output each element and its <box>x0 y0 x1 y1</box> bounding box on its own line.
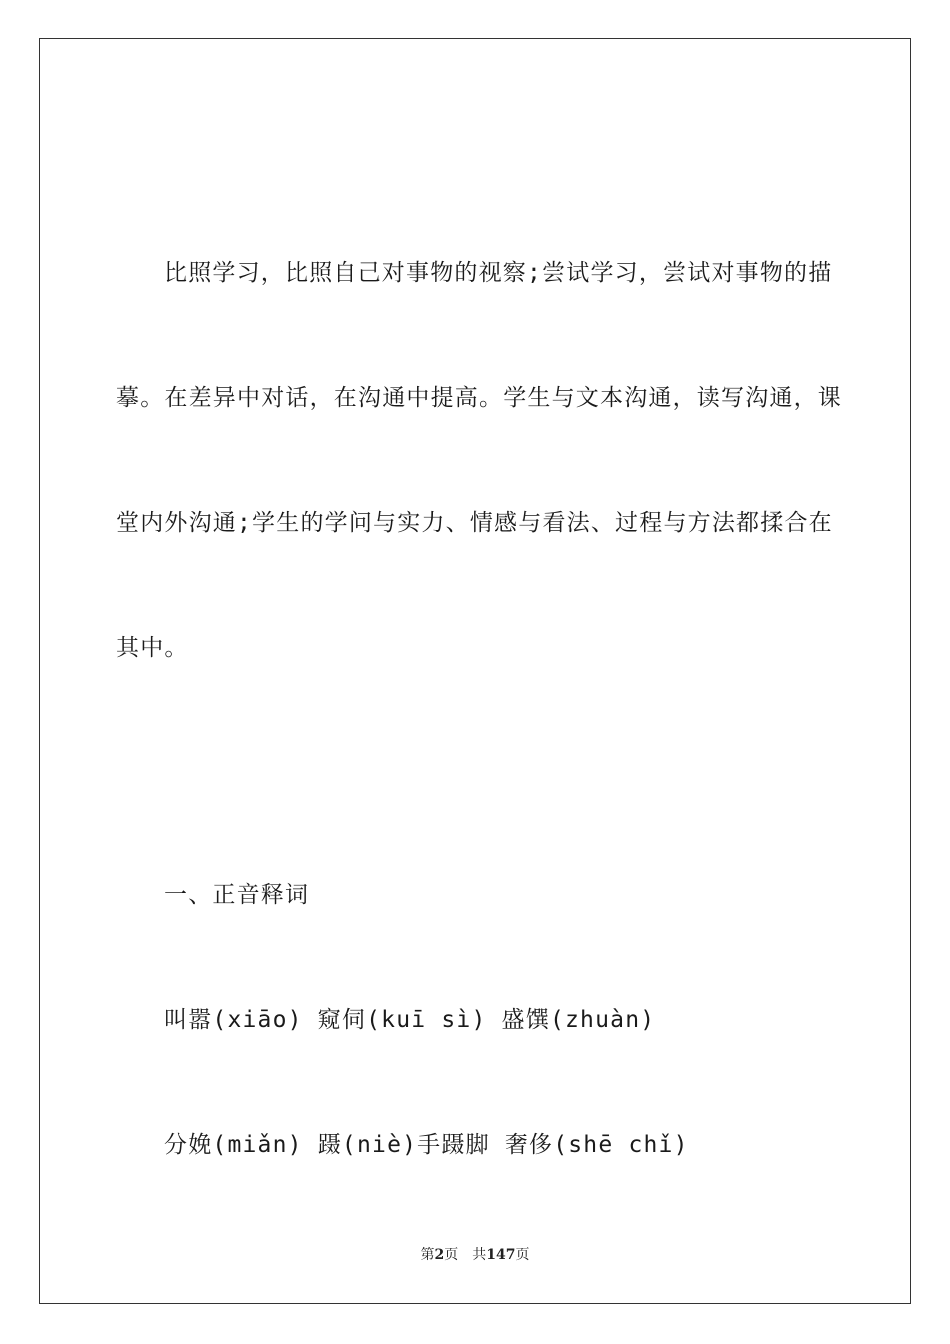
paragraph-line-1: 比照学习，比照自己对事物的视察;尝试学习，尝试对事物的描 <box>164 260 833 286</box>
page-footer <box>0 1245 950 1265</box>
paragraph-line-3: 堂内外沟通;学生的学问与实力、情感与看法、过程与方法都揉合在 <box>116 510 833 536</box>
footer-total-unit: 页 <box>515 1247 530 1263</box>
paragraph-line-2: 摹。在差异中对话，在沟通中提高。学生与文本沟通，读写沟通，课 <box>116 385 842 411</box>
vocab-line-2: 分娩(miǎn) 蹑(niè)手蹑脚 奢侈(shē chǐ) <box>164 1132 689 1158</box>
footer-page-unit: 页 <box>444 1247 459 1263</box>
footer-total-prefix: 共 <box>472 1247 487 1263</box>
page-border <box>39 38 911 1304</box>
section-heading: 一、正音释词 <box>164 882 310 908</box>
footer-total-pages: 147 <box>486 1247 516 1263</box>
paragraph-line-4: 其中。 <box>116 635 189 661</box>
vocab-line-1: 叫嚣(xiāo) 窥伺(kuī sì) 盛馔(zhuàn) <box>164 1007 656 1033</box>
footer-page-prefix: 第 <box>420 1247 435 1263</box>
footer-page-number: 2 <box>434 1247 445 1263</box>
